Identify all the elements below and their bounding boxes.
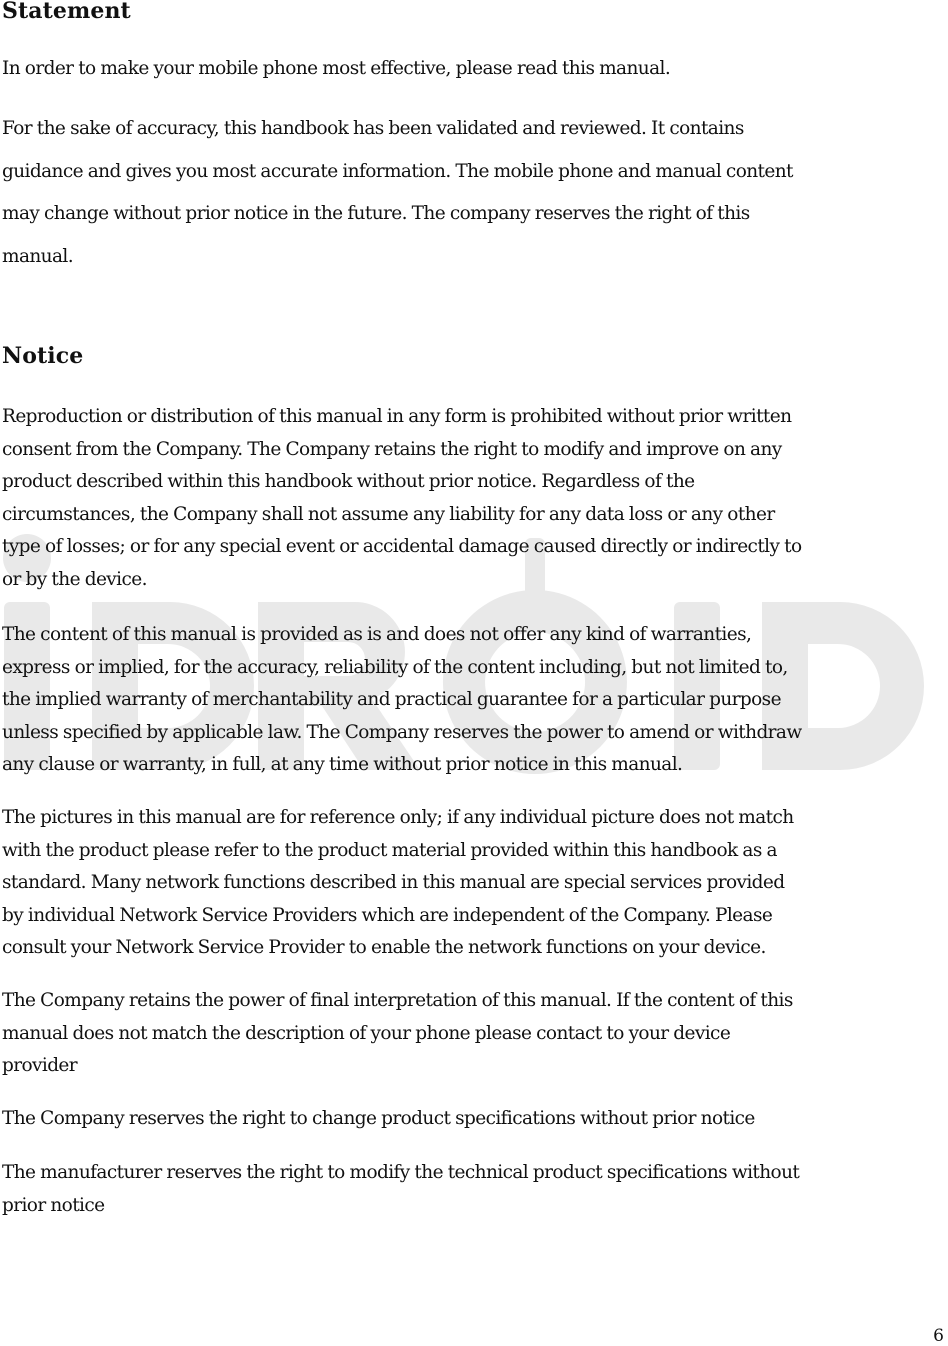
page-number: 6 xyxy=(933,1326,944,1346)
text-line: Reproduction or distribution of this manual in any form is prohibited without prior written xyxy=(2,406,792,427)
notice-paragraph-3 xyxy=(2,802,794,965)
statement-paragraph-2 xyxy=(2,108,793,278)
text-line: consent from the Company. The Company retains the right to modify and improve on any xyxy=(2,438,782,460)
notice-paragraph-4 xyxy=(2,985,793,1083)
text-line: In order to make your mobile phone most effective, please read this manual. xyxy=(2,58,671,79)
text-line: express or implied, for the accuracy, reliability of the content including, but not limited to, xyxy=(2,656,788,678)
text-line: The content of this manual is provided as is and does not offer any kind of warranties, xyxy=(2,624,752,645)
text-line: The Company reserves the right to change product specifications without prior notice xyxy=(2,1108,755,1129)
text-line: manual does not match the description of your phone please contact to your device xyxy=(2,1022,731,1044)
text-line: circumstances, the Company shall not assume any liability for any data loss or any other xyxy=(2,503,775,525)
text-line: The manufacturer reserves the right to modify the technical product specifications without xyxy=(2,1162,800,1183)
notice-paragraph-5 xyxy=(2,1103,755,1136)
text-line: any clause or warranty, in full, at any time without prior notice in this manual. xyxy=(2,754,683,776)
notice-paragraph-6 xyxy=(2,1157,799,1222)
text-line: The Company retains the power of final interpretation of this manual. If the content of this xyxy=(2,990,793,1011)
text-line: with the product please refer to the product material provided within this handbook as a xyxy=(2,839,777,861)
statement-heading: Statement xyxy=(2,0,131,24)
text-line: manual. xyxy=(2,245,74,267)
notice-heading: Notice xyxy=(2,343,84,369)
text-line: For the sake of accuracy, this handbook has been validated and reviewed. It contains xyxy=(2,118,744,139)
notice-paragraph-1 xyxy=(2,401,801,597)
text-line: by individual Network Service Providers which are independent of the Company. Please xyxy=(2,904,773,926)
notice-paragraph-2 xyxy=(2,619,802,782)
text-line: or by the device. xyxy=(2,568,147,590)
text-line: standard. Many network functions described in this manual are special services provided xyxy=(2,872,785,894)
text-line: consult your Network Service Provider to enable the network functions on your device. xyxy=(2,937,766,959)
text-line: prior notice xyxy=(2,1194,105,1216)
text-line: provider xyxy=(2,1055,78,1077)
text-line: type of losses; or for any special event or accidental damage caused directly or indirectly to xyxy=(2,536,802,558)
text-line: unless specified by applicable law. The Company reserves the power to amend or withdraw xyxy=(2,721,802,743)
text-line: The pictures in this manual are for reference only; if any individual picture does not match xyxy=(2,807,794,828)
text-line: product described within this handbook without prior notice. Regardless of the xyxy=(2,471,695,493)
text-line: the implied warranty of merchantability and practical guarantee for a particular purpose xyxy=(2,689,781,711)
text-line: may change without prior notice in the future. The company reserves the right of this xyxy=(2,203,750,224)
text-line: guidance and gives you most accurate information. The mobile phone and manual content xyxy=(2,160,793,182)
statement-paragraph-1 xyxy=(2,56,670,82)
